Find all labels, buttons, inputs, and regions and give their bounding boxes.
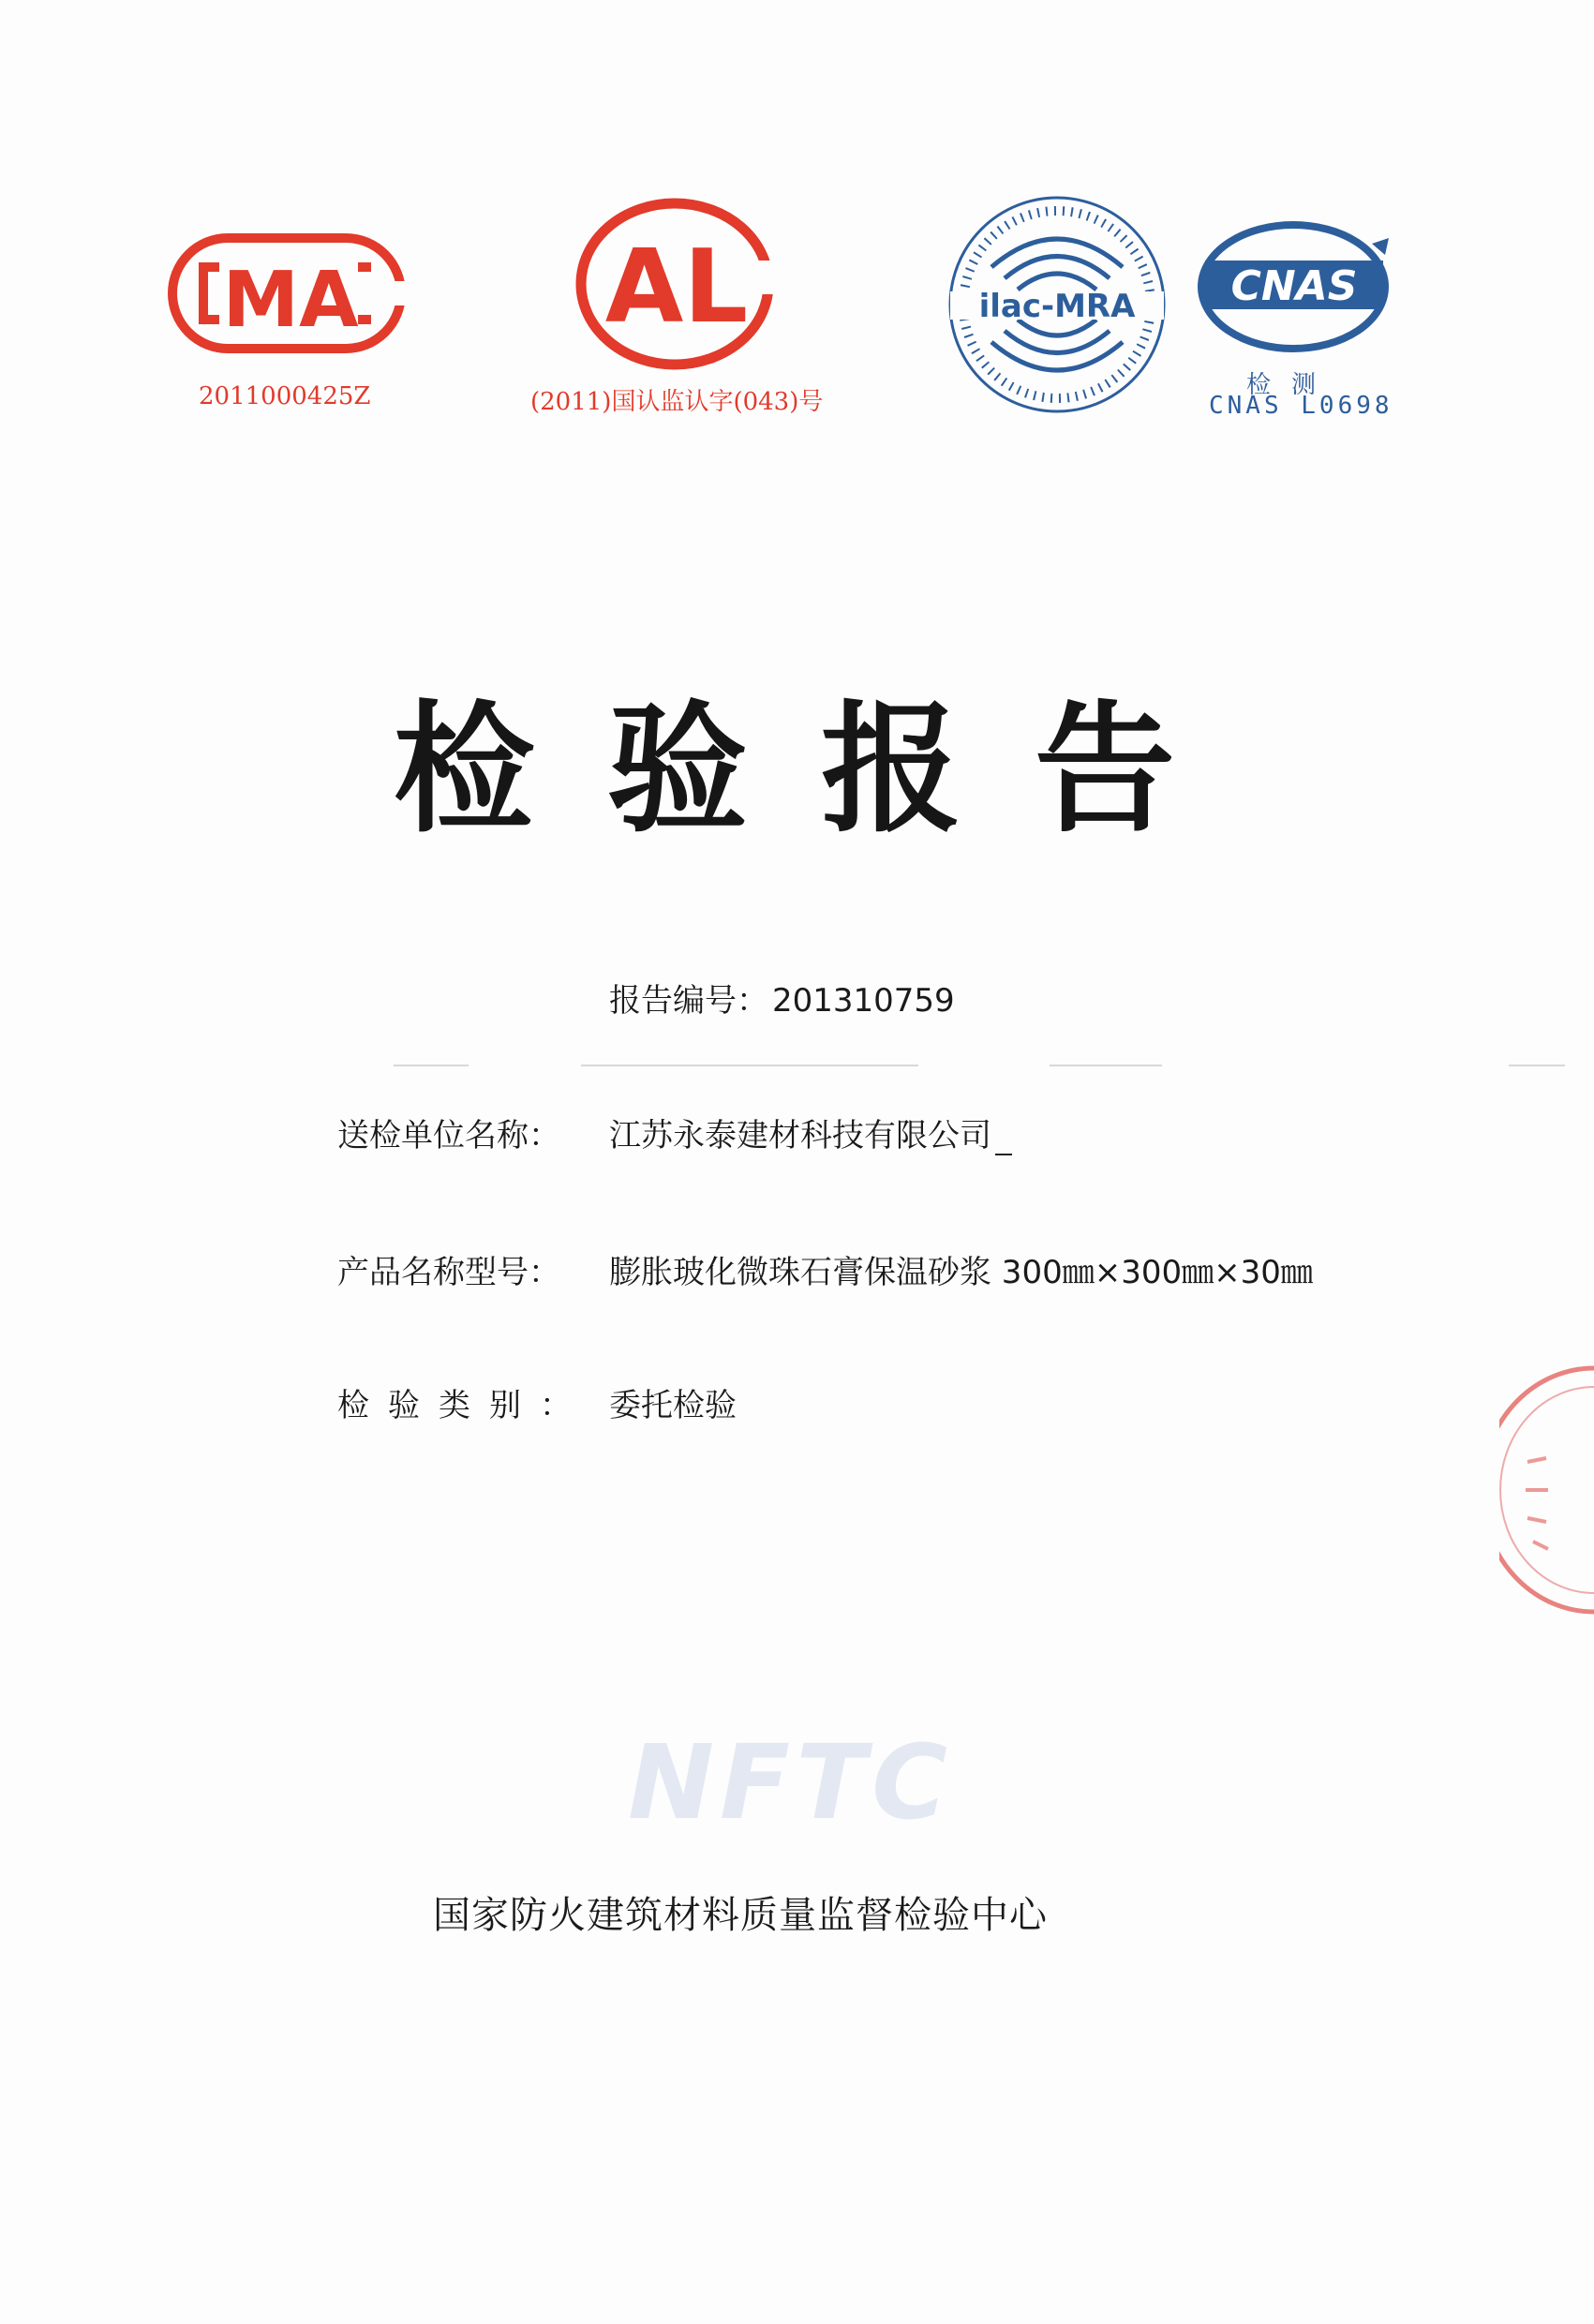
field-submitting-unit bbox=[337, 1110, 1012, 1155]
ilac-mra-logo-icon bbox=[946, 192, 1168, 417]
field-value: 膨胀玻化微珠石膏保温砂浆 300㎜×300㎜×30㎜ bbox=[609, 1254, 1313, 1291]
cal-logo-text: AL bbox=[604, 229, 749, 346]
field-inspection-type bbox=[337, 1379, 737, 1425]
cma-logo-text: MA bbox=[222, 256, 359, 345]
field-value: 江苏永泰建材科技有限公司 bbox=[609, 1117, 991, 1155]
field-product-name-model bbox=[337, 1246, 1313, 1292]
organization-name: 国家防火建筑材料质量监督检验中心 bbox=[433, 1894, 1048, 1937]
report-number-label: 报告编号： bbox=[609, 982, 768, 1020]
report-number-value: 201310759 bbox=[772, 982, 955, 1020]
divider bbox=[1050, 1065, 1162, 1066]
divider bbox=[394, 1065, 469, 1066]
field-label: 检验类别： bbox=[337, 1387, 590, 1424]
report-number bbox=[609, 975, 955, 1020]
cnas-caption-cn: 检测 bbox=[1246, 371, 1337, 399]
cma-logo-icon bbox=[167, 232, 407, 354]
ilac-logo-text: ilac-MRA bbox=[978, 288, 1136, 325]
underline bbox=[995, 1125, 1012, 1155]
nftc-watermark: NFTC bbox=[628, 1722, 953, 1842]
cnas-caption-code: CNAS L0698 bbox=[1209, 392, 1393, 420]
cnas-logo-icon bbox=[1188, 206, 1404, 365]
cal-code: (2011)国认监认字(043)号 bbox=[530, 388, 824, 416]
field-label: 送检单位名称： bbox=[337, 1117, 560, 1155]
page-title: 检验报告 bbox=[394, 689, 1249, 852]
divider bbox=[581, 1065, 918, 1066]
seal-stamp-icon bbox=[1499, 1349, 1594, 1634]
field-label: 产品名称型号： bbox=[337, 1254, 560, 1291]
field-value: 委托检验 bbox=[609, 1387, 737, 1424]
cma-code: 2011000425Z bbox=[199, 382, 371, 410]
cal-logo-icon bbox=[572, 195, 778, 373]
cnas-logo-text: CNAS bbox=[1230, 262, 1358, 310]
divider bbox=[1509, 1065, 1565, 1066]
